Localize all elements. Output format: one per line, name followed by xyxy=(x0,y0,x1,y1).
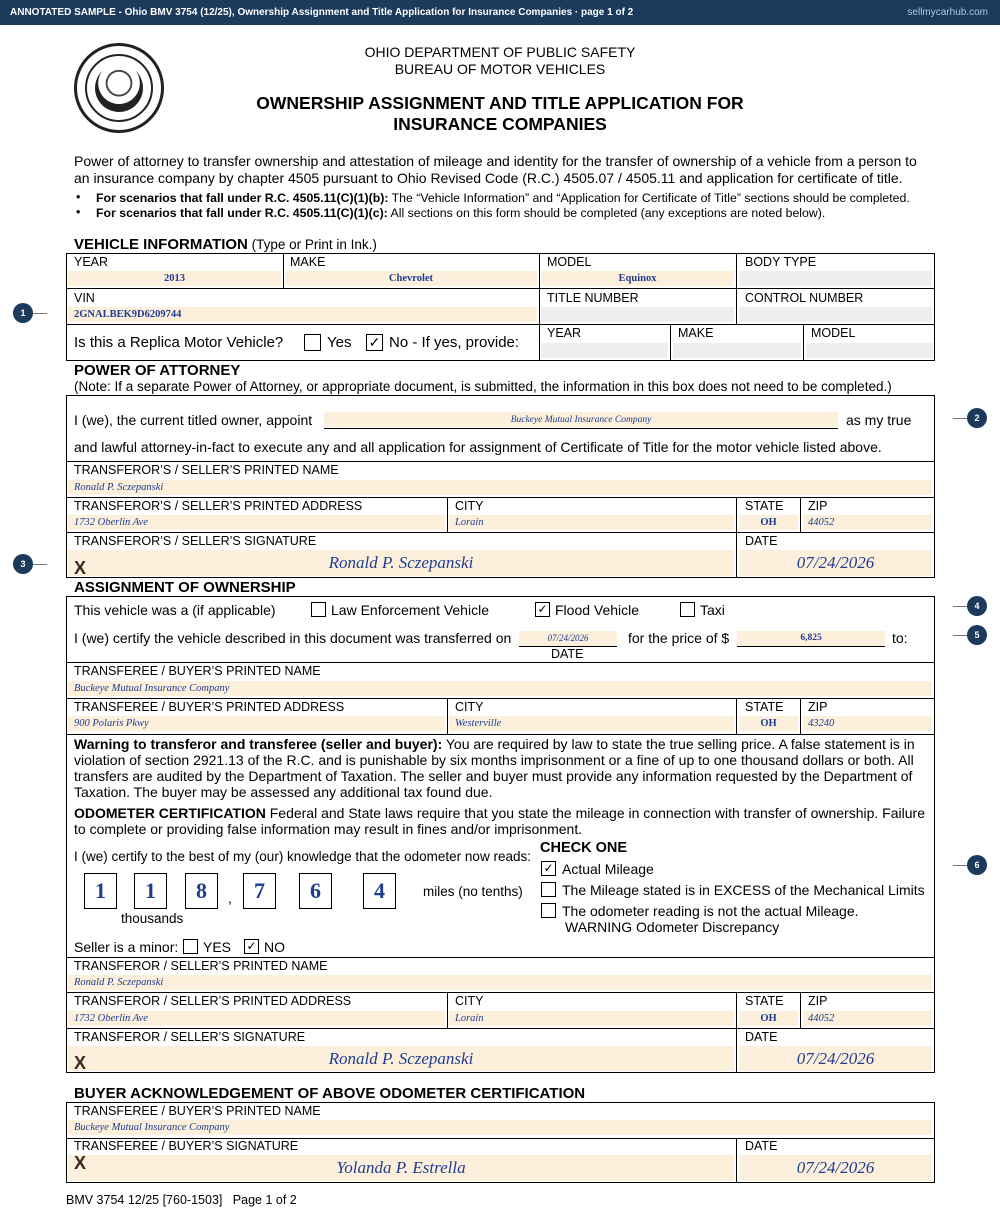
ack-buyer-signature-label: TRANSFEREE / BUYER’S SIGNATURE xyxy=(74,1139,299,1153)
buyer-ack-heading: BUYER ACKNOWLEDGEMENT OF ABOVE ODOMETER CERTIFICATION xyxy=(74,1085,586,1102)
replica-model-field[interactable] xyxy=(806,343,933,358)
seal-emblem xyxy=(95,64,143,112)
odometer-discrepancy-label: WARNING Odometer Discrepancy xyxy=(565,919,780,935)
excess-mileage-label: The Mileage stated is in EXCESS of the Mechanical Limits xyxy=(562,882,925,898)
seller-minor-text: Seller is a minor: xyxy=(74,939,179,955)
title-number-field[interactable] xyxy=(541,307,734,322)
divider xyxy=(66,461,935,462)
poa-heading: POWER OF ATTORNEY xyxy=(74,362,241,379)
year-label: YEAR xyxy=(74,255,109,269)
replica-no-checkbox[interactable] xyxy=(366,334,383,351)
warning-line2: violation of section 2921.13 of the R.C. and is punishable by six months imprisonment or a fine of up to one thousand dollars or both. All xyxy=(74,752,914,768)
odo-seller-state-value: OH xyxy=(760,1013,777,1024)
underline xyxy=(737,646,885,647)
odo-seller-name-field[interactable] xyxy=(68,975,932,990)
buyer-address-value: 900 Polaris Pkwy xyxy=(74,718,149,729)
replica-yes-label: Yes xyxy=(327,334,352,351)
price-value: 6,825 xyxy=(800,633,822,643)
buyer-city-label: CITY xyxy=(455,700,484,714)
seller-date-label: DATE xyxy=(745,534,778,548)
odometer-digit[interactable]: 6 xyxy=(299,873,332,909)
law-enforcement-label: Law Enforcement Vehicle xyxy=(331,602,489,618)
buyer-name-value: Buckeye Mutual Insurance Company xyxy=(74,683,230,694)
bullet-1-bold: For scenarios that fall under R.C. 4505.11(C)(1)(b): xyxy=(96,191,389,205)
minor-yes-checkbox[interactable] xyxy=(183,939,198,954)
ack-buyer-name-value: Buckeye Mutual Insurance Company xyxy=(74,1122,230,1133)
annotation-marker[interactable]: 3 xyxy=(13,554,33,574)
vehicle-heading-text: VEHICLE INFORMATION xyxy=(74,236,248,253)
odometer-digit[interactable]: 1 xyxy=(84,873,117,909)
marker-leader-line xyxy=(33,564,47,565)
intro-line2: an insurance company by chapter 4505 pursuant to Ohio Revised Code (R.C.) 4505.07 / 4505.11 and application for certificate of title. xyxy=(74,170,903,186)
not-actual-label: The odometer reading is not the actual Mileage. xyxy=(562,903,859,919)
replica-year-label: YEAR xyxy=(547,326,582,340)
odo-seller-date-label: DATE xyxy=(745,1030,778,1044)
minor-no-label: NO xyxy=(264,939,285,955)
buyer-state-label: STATE xyxy=(745,700,784,714)
vehicle-heading-note: (Type or Print in Ink.) xyxy=(247,237,377,252)
replica-make-field[interactable] xyxy=(673,343,801,358)
signature-x-mark: X xyxy=(74,1053,87,1073)
vehicle-section-heading xyxy=(74,236,377,253)
odo-seller-city-value: Lorain xyxy=(455,1013,484,1024)
to-text: to: xyxy=(892,630,908,646)
odo-seller-city-label: CITY xyxy=(455,994,484,1008)
seller-city-label: CITY xyxy=(455,499,484,513)
divider xyxy=(800,698,801,734)
replica-no-label: No - If yes, provide: xyxy=(389,334,520,351)
divider xyxy=(670,324,671,361)
odo-seller-city-field[interactable] xyxy=(449,1011,734,1026)
odometer-intro xyxy=(74,805,934,837)
replica-model-label: MODEL xyxy=(811,326,856,340)
seller-name-value: Ronald P. Sczepanski xyxy=(74,482,164,493)
body-type-field[interactable] xyxy=(739,271,932,286)
ack-buyer-signature-value: Yolanda P. Estrella xyxy=(336,1158,466,1177)
odo-seller-address-label: TRANSFEROR / SELLER’S PRINTED ADDRESS xyxy=(74,994,352,1008)
buyer-zip-value: 43240 xyxy=(808,718,835,729)
vin-value: 2GNALBEK9D6209744 xyxy=(74,309,182,320)
seller-signature-label: TRANSFEROR’S / SELLER’S SIGNATURE xyxy=(74,534,317,548)
seller-signature-value: Ronald P. Sczepanski xyxy=(328,553,474,572)
odometer-comma: , xyxy=(228,890,232,906)
divider xyxy=(66,662,935,663)
vehicle-was-text: This vehicle was a (if applicable) xyxy=(74,602,276,618)
annotation-marker[interactable]: 1 xyxy=(13,303,33,323)
actual-mileage-label: Actual Mileage xyxy=(562,861,654,877)
check-one-heading: CHECK ONE xyxy=(540,840,628,856)
seller-address-value: 1732 Oberlin Ave xyxy=(74,517,148,528)
marker-leader-line xyxy=(953,865,967,866)
bullet-2-bold: For scenarios that fall under R.C. 4505.11(C)(1)(c): xyxy=(96,206,388,220)
flood-vehicle-checkbox[interactable] xyxy=(535,602,550,617)
divider xyxy=(66,324,935,325)
divider xyxy=(66,992,935,993)
odo-seller-signature-value: Ronald P. Sczepanski xyxy=(328,1049,474,1068)
odo-seller-zip-label: ZIP xyxy=(808,994,828,1008)
banner-title: ANNOTATED SAMPLE - Ohio BMV 3754 (12/25), Ownership Assignment and Title Application for Insurance Companies · page 1 of 2 xyxy=(10,7,634,18)
actual-mileage-checkbox[interactable] xyxy=(541,861,556,876)
annotation-marker[interactable]: 5 xyxy=(967,625,987,645)
warning-text1: You are required by law to state the true selling price. A false statement is in xyxy=(442,736,915,752)
divider xyxy=(66,734,935,735)
make-label: MAKE xyxy=(290,255,326,269)
not-actual-checkbox[interactable] xyxy=(541,903,556,918)
poa-true-text: as my true xyxy=(846,412,912,428)
divider xyxy=(447,698,448,734)
warning-line3: transfers are audited by the Department of Taxation. The seller and buyer must provide any information requested by the Department of xyxy=(74,768,913,784)
divider xyxy=(66,1028,935,1029)
marker-leader-line xyxy=(953,418,967,419)
banner-site-link[interactable]: sellmycarhub.com xyxy=(907,7,988,18)
divider xyxy=(283,253,284,288)
control-number-field[interactable] xyxy=(739,307,932,322)
buyer-address-label: TRANSFEREE / BUYER’S PRINTED ADDRESS xyxy=(74,700,345,714)
divider xyxy=(736,992,737,1073)
odo-seller-state-label: STATE xyxy=(745,994,784,1008)
odometer-line2: to complete or providing false information may result in fines and/or imprisonment. xyxy=(74,821,583,837)
year-value: 2013 xyxy=(164,273,185,284)
title-number-label: TITLE NUMBER xyxy=(547,291,639,305)
marker-leader-line xyxy=(33,313,47,314)
ack-buyer-date-label: DATE xyxy=(745,1139,778,1153)
annotation-marker[interactable]: 2 xyxy=(967,408,987,428)
seller-address-label: TRANSFEROR’S / SELLER’S PRINTED ADDRESS xyxy=(74,499,363,513)
replica-yes-checkbox[interactable] xyxy=(304,334,321,351)
bullet-1-marker: • xyxy=(76,190,81,204)
signature-x-mark: X xyxy=(74,1153,87,1173)
divider xyxy=(447,992,448,1028)
bullet-2-marker: • xyxy=(76,205,81,219)
odo-seller-address-value: 1732 Oberlin Ave xyxy=(74,1013,148,1024)
divider xyxy=(66,698,935,699)
divider xyxy=(66,497,935,498)
odometer-text1: Federal and State laws require that you state the mileage in connection with transfer of ownership. Failure xyxy=(265,805,925,821)
divider xyxy=(800,497,801,532)
replica-make-label: MAKE xyxy=(678,326,714,340)
check-icon: ✓ xyxy=(543,861,554,875)
seller-zip-label: ZIP xyxy=(808,499,828,513)
poa-appoint-text: I (we), the current titled owner, appoint xyxy=(74,412,313,428)
check-icon: ✓ xyxy=(246,939,257,953)
divider xyxy=(66,288,935,289)
form-title-line2: INSURANCE COMPANIES xyxy=(393,114,607,134)
body-type-label: BODY TYPE xyxy=(745,255,817,269)
odo-seller-signature-label: TRANSFEROR / SELLER’S SIGNATURE xyxy=(74,1030,306,1044)
seller-city-field[interactable] xyxy=(449,515,734,530)
poa-lawful-text: and lawful attorney-in-fact to execute any and all application for assignment of Certificate of Title for the motor vehicle listed above. xyxy=(74,439,882,455)
odo-seller-date-value: 07/24/2026 xyxy=(796,1049,875,1068)
appointee-value: Buckeye Mutual Insurance Company xyxy=(510,415,652,425)
odo-seller-name-label: TRANSFEROR / SELLER’S PRINTED NAME xyxy=(74,959,328,973)
replica-year-field[interactable] xyxy=(541,343,668,358)
odometer-digit[interactable]: 7 xyxy=(243,873,276,909)
bullet-2 xyxy=(96,206,825,220)
bullet-2-text: All sections on this form should be completed (any exceptions are noted below). xyxy=(387,206,826,220)
intro-line1: Power of attorney to transfer ownership and attestation of mileage and identity for the transfer of ownership of a vehicle from a person to xyxy=(74,153,917,169)
vin-label: VIN xyxy=(74,291,95,305)
bullet-1-text: The “Vehicle Information” and “Application for Certificate of Title” sections should be completed. xyxy=(388,191,910,205)
miles-caption: miles (no tenths) xyxy=(423,884,523,899)
odometer-digit[interactable]: 4 xyxy=(363,873,396,909)
model-value: Equinox xyxy=(618,273,657,284)
seller-state-value: OH xyxy=(760,517,777,528)
odometer-certify-text: I (we) certify to the best of my (our) knowledge that the odometer now reads: xyxy=(74,849,531,864)
divider xyxy=(803,324,804,361)
buyer-name-label: TRANSFEREE / BUYER’S PRINTED NAME xyxy=(74,664,321,678)
seller-city-value: Lorain xyxy=(455,517,484,528)
divider xyxy=(447,497,448,532)
transfer-date-caption: DATE xyxy=(551,647,584,661)
bureau-name: BUREAU OF MOTOR VEHICLES xyxy=(394,61,606,77)
odometer-digit[interactable]: 8 xyxy=(185,873,218,909)
marker-leader-line xyxy=(953,635,967,636)
check-icon: ✓ xyxy=(368,334,381,350)
replica-question: Is this a Replica Motor Vehicle? xyxy=(74,334,284,351)
divider xyxy=(66,532,935,533)
warning-paragraph xyxy=(74,736,934,800)
taxi-checkbox[interactable] xyxy=(680,602,695,617)
odo-seller-name-value: Ronald P. Sczepanski xyxy=(74,977,164,988)
make-value: Chevrolet xyxy=(388,273,434,284)
warning-line1 xyxy=(74,736,934,752)
form-footer: BMV 3754 12/25 [760-1503] Page 1 of 2 xyxy=(66,1193,297,1207)
divider xyxy=(736,1138,737,1183)
odometer-heading: ODOMETER CERTIFICATION xyxy=(74,805,266,821)
seller-name-label: TRANSFEROR’S / SELLER’S PRINTED NAME xyxy=(74,463,339,477)
divider xyxy=(66,957,935,958)
seller-name-field[interactable] xyxy=(68,480,932,495)
underline xyxy=(324,428,838,429)
divider xyxy=(736,698,737,734)
taxi-label: Taxi xyxy=(700,602,725,618)
law-enforcement-checkbox[interactable] xyxy=(311,602,326,617)
odometer-line1 xyxy=(74,805,934,821)
flood-vehicle-label: Flood Vehicle xyxy=(555,602,640,618)
transfer-date-value: 07/24/2026 xyxy=(547,633,589,643)
thousands-caption: thousands xyxy=(121,911,184,926)
price-label: for the price of $ xyxy=(628,630,730,646)
poa-note: (Note: If a separate Power of Attorney, or appropriate document, is submitted, the information in this box does not need to be completed.) xyxy=(74,379,892,394)
annotation-banner xyxy=(0,0,1000,25)
seller-state-label: STATE xyxy=(745,499,784,513)
divider xyxy=(539,253,540,361)
divider xyxy=(736,497,737,578)
annotation-marker[interactable]: 4 xyxy=(967,596,987,616)
signature-x-mark: X xyxy=(74,558,87,578)
ack-buyer-date-value: 07/24/2026 xyxy=(796,1158,875,1177)
dept-name: OHIO DEPARTMENT OF PUBLIC SAFETY xyxy=(364,44,636,60)
minor-no-checkbox[interactable] xyxy=(244,939,259,954)
seller-zip-value: 44052 xyxy=(808,517,835,528)
annotation-marker[interactable]: 6 xyxy=(967,855,987,875)
transfer-certify-text: I (we) certify the vehicle described in this document was transferred on xyxy=(74,630,512,646)
marker-leader-line xyxy=(953,606,967,607)
assignment-heading: ASSIGNMENT OF OWNERSHIP xyxy=(74,579,296,596)
buyer-city-value: Westerville xyxy=(455,718,502,729)
ack-buyer-name-label: TRANSFEREE / BUYER’S PRINTED NAME xyxy=(74,1104,321,1118)
form-title-line1: OWNERSHIP ASSIGNMENT AND TITLE APPLICATION FOR xyxy=(256,93,744,113)
odometer-digit[interactable]: 1 xyxy=(134,873,167,909)
seller-date-value: 07/24/2026 xyxy=(796,553,875,572)
model-label: MODEL xyxy=(547,255,592,269)
buyer-state-value: OH xyxy=(760,718,777,729)
check-icon: ✓ xyxy=(537,602,548,616)
minor-yes-label: YES xyxy=(203,939,232,955)
excess-mileage-checkbox[interactable] xyxy=(541,882,556,897)
warning-line4: Taxation. The buyer may be assessed any additional tax found due. xyxy=(74,784,493,800)
bullet-1 xyxy=(96,191,910,205)
warning-bold: Warning to transferor and transferee (seller and buyer): xyxy=(74,736,443,752)
buyer-zip-label: ZIP xyxy=(808,700,828,714)
odo-seller-zip-value: 44052 xyxy=(808,1013,835,1024)
divider xyxy=(800,992,801,1028)
dps-seal-logo xyxy=(74,43,164,133)
divider xyxy=(736,253,737,324)
control-number-label: CONTROL NUMBER xyxy=(745,291,864,305)
